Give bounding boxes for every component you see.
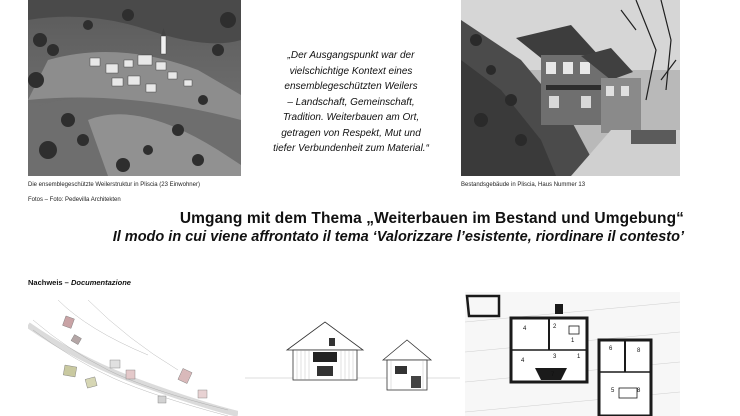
quote-line: vielschichtige Kontext eines xyxy=(289,65,413,77)
room-number-label: 2 xyxy=(553,324,557,330)
section-label-de: Nachweis – xyxy=(28,278,71,287)
village-photo xyxy=(28,0,241,176)
room-number-label: 1 xyxy=(571,338,575,344)
elevation-drawings xyxy=(245,310,460,416)
quote-line: tiefer Verbundenheit zum Material.“ xyxy=(273,143,429,154)
pull-quote xyxy=(258,48,444,157)
quote-line: „Der Ausgangspunkt war der xyxy=(287,50,415,61)
village-photo-caption: Die ensemblegeschützte Weilerstruktur in Pliscia (23 Einwohner) xyxy=(28,182,200,188)
room-number-label: 4 xyxy=(521,358,525,364)
existing-building-photo xyxy=(461,0,680,176)
room-number-label: 5 xyxy=(611,388,615,394)
room-number-label: 8 xyxy=(637,348,641,354)
section-label xyxy=(28,278,131,287)
quote-line: – Landschaft, Gemeinschaft, xyxy=(287,96,415,108)
quote-line: Tradition. Weiterbauen am Ort, xyxy=(282,112,420,123)
room-number-label: 6 xyxy=(609,346,613,352)
photo-credit: Fotos – Foto: Pedevilla Architekten xyxy=(28,197,121,203)
quote-line: ensemblegeschützten Weilers xyxy=(284,81,418,92)
room-number-label: 3 xyxy=(553,354,557,360)
heading-german: Umgang mit dem Thema „Weiterbauen im Bestand und Umgebung“ xyxy=(179,210,684,227)
building-photo-caption: Bestandsgebäude in Pliscia, Haus Nummer 13 xyxy=(461,182,586,188)
site-plan xyxy=(28,300,238,416)
room-number-label: 7 xyxy=(551,372,555,378)
room-number-label: 1 xyxy=(577,354,581,360)
quote-line: getragen von Respekt, Mut und xyxy=(281,127,421,139)
section-label-it: Documentazione xyxy=(70,278,131,287)
heading-italian: Il modo in cui viene affrontato il tema ‘Valorizzare l’esistente, riordinare il contesto’ xyxy=(112,229,684,245)
room-number-label: 4 xyxy=(523,326,527,332)
room-number-label: 8 xyxy=(637,388,641,394)
floor-plan xyxy=(465,292,680,416)
